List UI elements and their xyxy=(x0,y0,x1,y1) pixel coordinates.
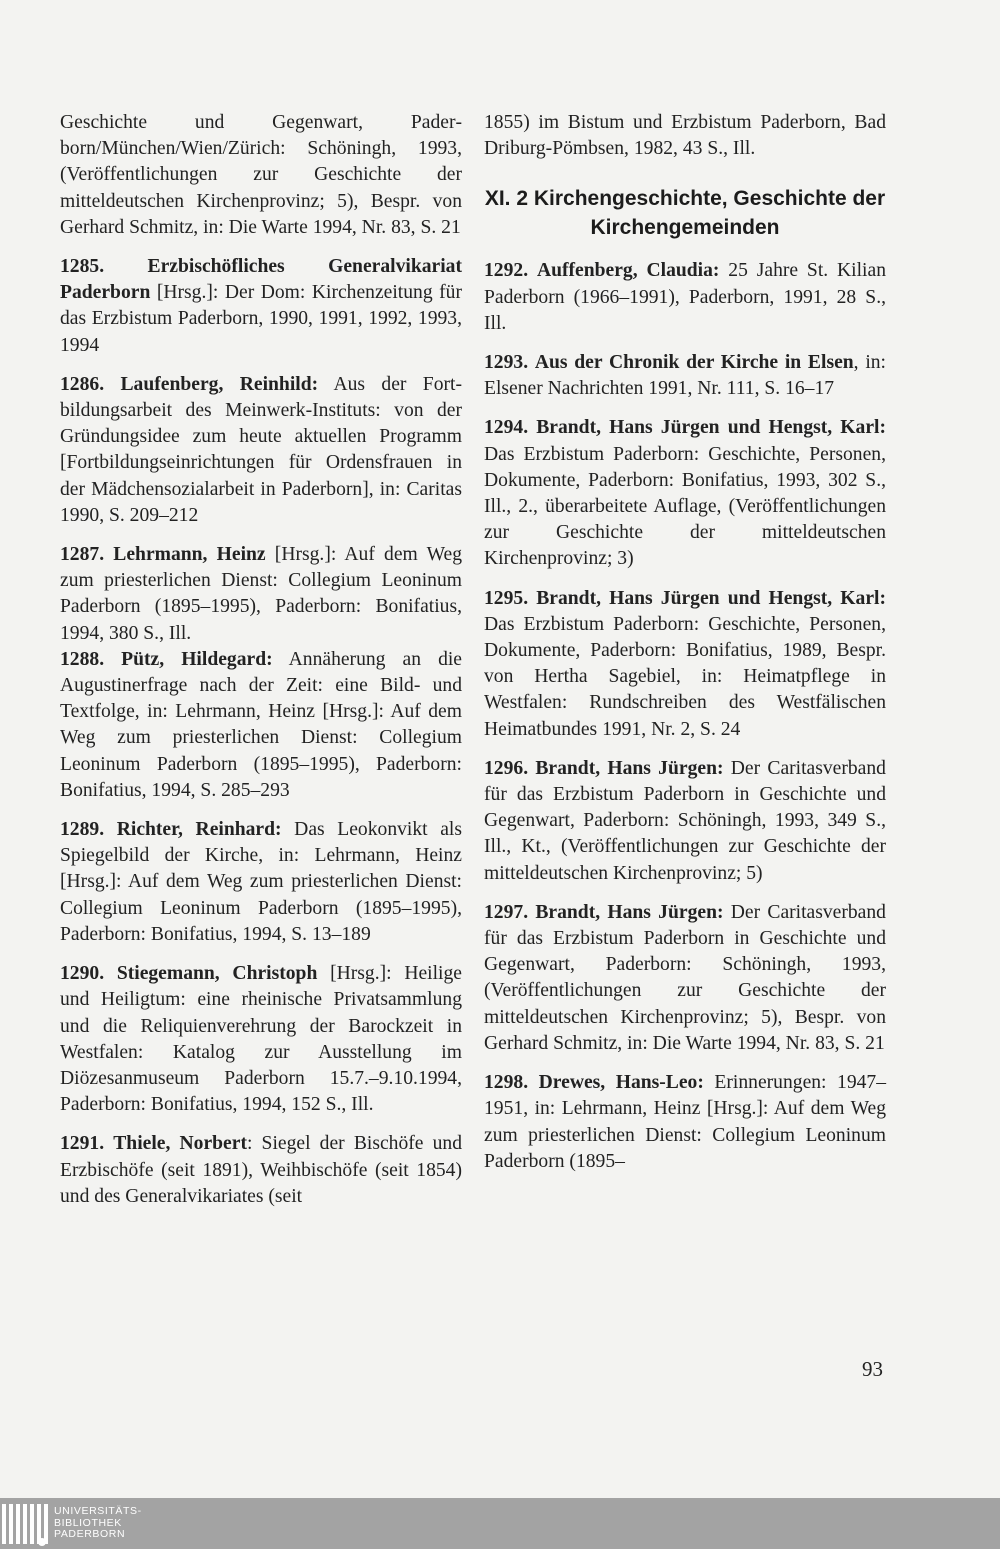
bib-entry-1295 xyxy=(484,586,886,743)
library-logo-text: UNIVERSITÄTS- BIBLIOTHEK PADERBORN xyxy=(54,1505,142,1540)
entry-text: 25 Jahre St. Kilian Paderborn (1966–1991), Paderborn, 1991, 28 S., Ill. xyxy=(484,260,886,334)
entry-author: Aus der Chronik der Kirche in Elsen xyxy=(534,352,854,374)
entry-text: Erinnerungen: 1947–1951, in: Lehrmann, Heinz [Hrsg.]: Auf dem Weg zum priesterlichen Dienst: Collegium Leoninum Paderborn (1895– xyxy=(484,1072,887,1172)
bib-entry-1294 xyxy=(484,415,886,572)
entry-author: Brandt, Hans Jürgen und Hengst, Karl: xyxy=(536,587,886,609)
entry-text: Das Erzbistum Paderborn: Geschichte, Personen, Dokumente, Paderborn: Bonifatius, 1993, 302 S., Ill., 2., überarbeitete Auflage, (Veröffentlichungen zur Geschichte der mitteldeutschen Kirchenprovinz; 3) xyxy=(484,443,886,570)
bib-entry-1285 xyxy=(60,254,462,359)
entry-number: 1285. xyxy=(60,256,105,278)
entry-text: , in: Elsener Nachrichten 1991, Nr. 111, S. 16–17 xyxy=(484,352,886,400)
entry-number: 1298. xyxy=(484,1072,529,1094)
bib-entry-continuation: 1855) im Bistum und Erzbistum Paderborn, Bad Driburg-Pömbsen, 1982, 43 S., Ill. xyxy=(484,112,886,160)
bib-entry-1289 xyxy=(60,817,462,948)
right-column xyxy=(484,110,886,1188)
entry-text: Das Erzbistum Paderborn: Geschichte, Personen, Dokumente, Paderborn: Bonifatius, 1989, Bespr. von Hertha Sagebiel, in: Heimatpflege in Westfalen: Rundschreiben des Westfälischen Heimatbundes 1991, Nr. 2, S. 24 xyxy=(484,613,886,740)
bib-entry-1297 xyxy=(484,900,886,1057)
entry-text: Der Caritasverband für das Erzbistum Paderborn in Geschichte und Gegenwart, Paderborn: Schöningh, 1993, (Veröffentlichungen zur Geschichte der mitteldeutschen Kirchenprovinz; 5), Bespr. von Gerhard Schmitz, in: Die Warte 1994, Nr. 83, S. 21 xyxy=(484,901,886,1054)
entry-number: 1294. xyxy=(484,417,529,439)
entry-text: Der Caritasverband für das Erzbistum Paderborn in Geschichte und Gegenwart, Paderborn: Schöningh, 1993, 349 S., Ill., Kt., (Veröffentlichungen zur Geschichte der mitteldeutschen Kirchenprovinz; 5) xyxy=(484,757,886,884)
entry-number: 1291. xyxy=(60,1133,105,1155)
entry-number: 1290. xyxy=(60,963,105,985)
entry-number: 1293. xyxy=(484,352,529,374)
entry-text: Das Leokonvikt als Spiegelbild der Kirche, in: Lehrmann, Heinz [Hrsg.]: Auf dem Weg zum priesterlichen Dienst: Collegium Leoninum Paderborn (1895–1995), Paderborn: Bonifatius, 1994, S. 13–189 xyxy=(60,819,462,945)
entry-number: 1292. xyxy=(484,260,529,282)
entry-author: Auffenberg, Claudia: xyxy=(536,260,720,282)
bib-entry-1292 xyxy=(484,258,886,337)
entry-author: Brandt, Hans Jürgen und Hengst, Karl: xyxy=(536,417,886,439)
logo-dot-icon xyxy=(38,1538,46,1546)
entry-author: Stiegemann, Christoph xyxy=(116,963,318,985)
entry-author: Pütz, Hildegard: xyxy=(121,648,273,670)
bib-entry-1286 xyxy=(60,372,462,529)
entry-number: 1288. xyxy=(60,648,105,670)
bib-entry-1293 xyxy=(484,350,886,402)
entry-text: [Hrsg.]: Auf dem Weg zum priesterlichen Dienst: Collegium Leoninum Paderborn (1895–1995), Paderborn: Bonifatius, 1994, 380 S., Ill. xyxy=(60,544,463,644)
entry-number: 1286. xyxy=(60,373,105,395)
entry-number: 1296. xyxy=(484,757,529,779)
entry-number: 1295. xyxy=(484,587,529,609)
entry-number: 1289. xyxy=(60,819,105,841)
bib-entry-1290 xyxy=(60,961,462,1118)
bib-entry-1291 xyxy=(60,1131,462,1210)
entry-author: Lehrmann, Heinz xyxy=(113,544,266,566)
section-heading: XI. 2 Kirchengeschichte, Geschichte der Kirchengemeinden xyxy=(484,187,886,240)
entry-author: Richter, Reinhard: xyxy=(116,819,282,841)
entry-text: : Siegel der Bischöfe und Erzbischöfe (seit 1891), Weihbischöfe (seit 1854) und des Generalvikariates (seit xyxy=(60,1133,462,1207)
entry-author: Erzbischöfliches Generalvikariat Paderborn xyxy=(60,256,462,304)
entry-author: Drewes, Hans-Leo: xyxy=(538,1072,704,1094)
bib-entry-1296 xyxy=(484,756,886,887)
entry-number: 1297. xyxy=(484,901,529,923)
bib-entry-1288 xyxy=(60,647,462,804)
page-number: 93 xyxy=(862,1357,883,1381)
entry-number: 1287. xyxy=(60,544,105,566)
left-column xyxy=(60,110,462,1223)
library-footer-bar xyxy=(0,1498,1000,1549)
entry-author: Laufenberg, Reinhild: xyxy=(120,373,319,395)
bib-entry-1298 xyxy=(484,1070,886,1175)
bib-entry-1287 xyxy=(60,542,462,647)
entry-text: [Hrsg.]: Der Dom: Kirchenzeitung für das Erzbistum Paderborn, 1990, 1991, 1992, 1993, 1994 xyxy=(60,282,462,356)
entry-author: Brandt, Hans Jürgen: xyxy=(535,757,724,779)
entry-text: [Hrsg.]: Heilige und Heiligtum: eine rheinische Privatsammlung und die Reliquienverehrung der Barockzeit in Westfalen: Katalog zur Ausstellung im Diözesanmuseum Paderborn 15.7.–9.10.1994, Paderborn: Bonifatius, 1994, 152 S., Ill. xyxy=(60,963,462,1116)
entry-author: Brandt, Hans Jürgen: xyxy=(535,901,724,923)
bib-entry-continuation: Geschichte und Gegenwart, Paderborn/München/Wien/Zürich: Schöningh, 1993, (Veröffentlichungen zur Geschichte der mitteldeutschen Kirchenprovinz; 5), Bespr. von Gerhard Schmitz, in: Die Warte 1994, Nr. 83, S. 21 xyxy=(60,112,462,238)
entry-author: Thiele, Norbert xyxy=(113,1133,247,1155)
entry-text: Annäherung an die Augustinerfrage nach der Zeit: eine Bild- und Textfolge, in: Lehrmann, Heinz [Hrsg.]: Auf dem Weg zum priesterlichen Dienst: Collegium Leoninum Paderborn (1895–1995), Paderborn: Bonifatius, 1994, S. 285–293 xyxy=(60,648,463,801)
entry-text: Aus der Fortbildungsarbeit des Meinwerk-Instituts: von der Gründungsidee zum heute aktuellen Programm [Fortbildungseinrichtungen für Ordensfrauen in der Mädchensozialarbeit in Paderborn], in: Caritas 1990, S. 209–212 xyxy=(60,373,462,526)
